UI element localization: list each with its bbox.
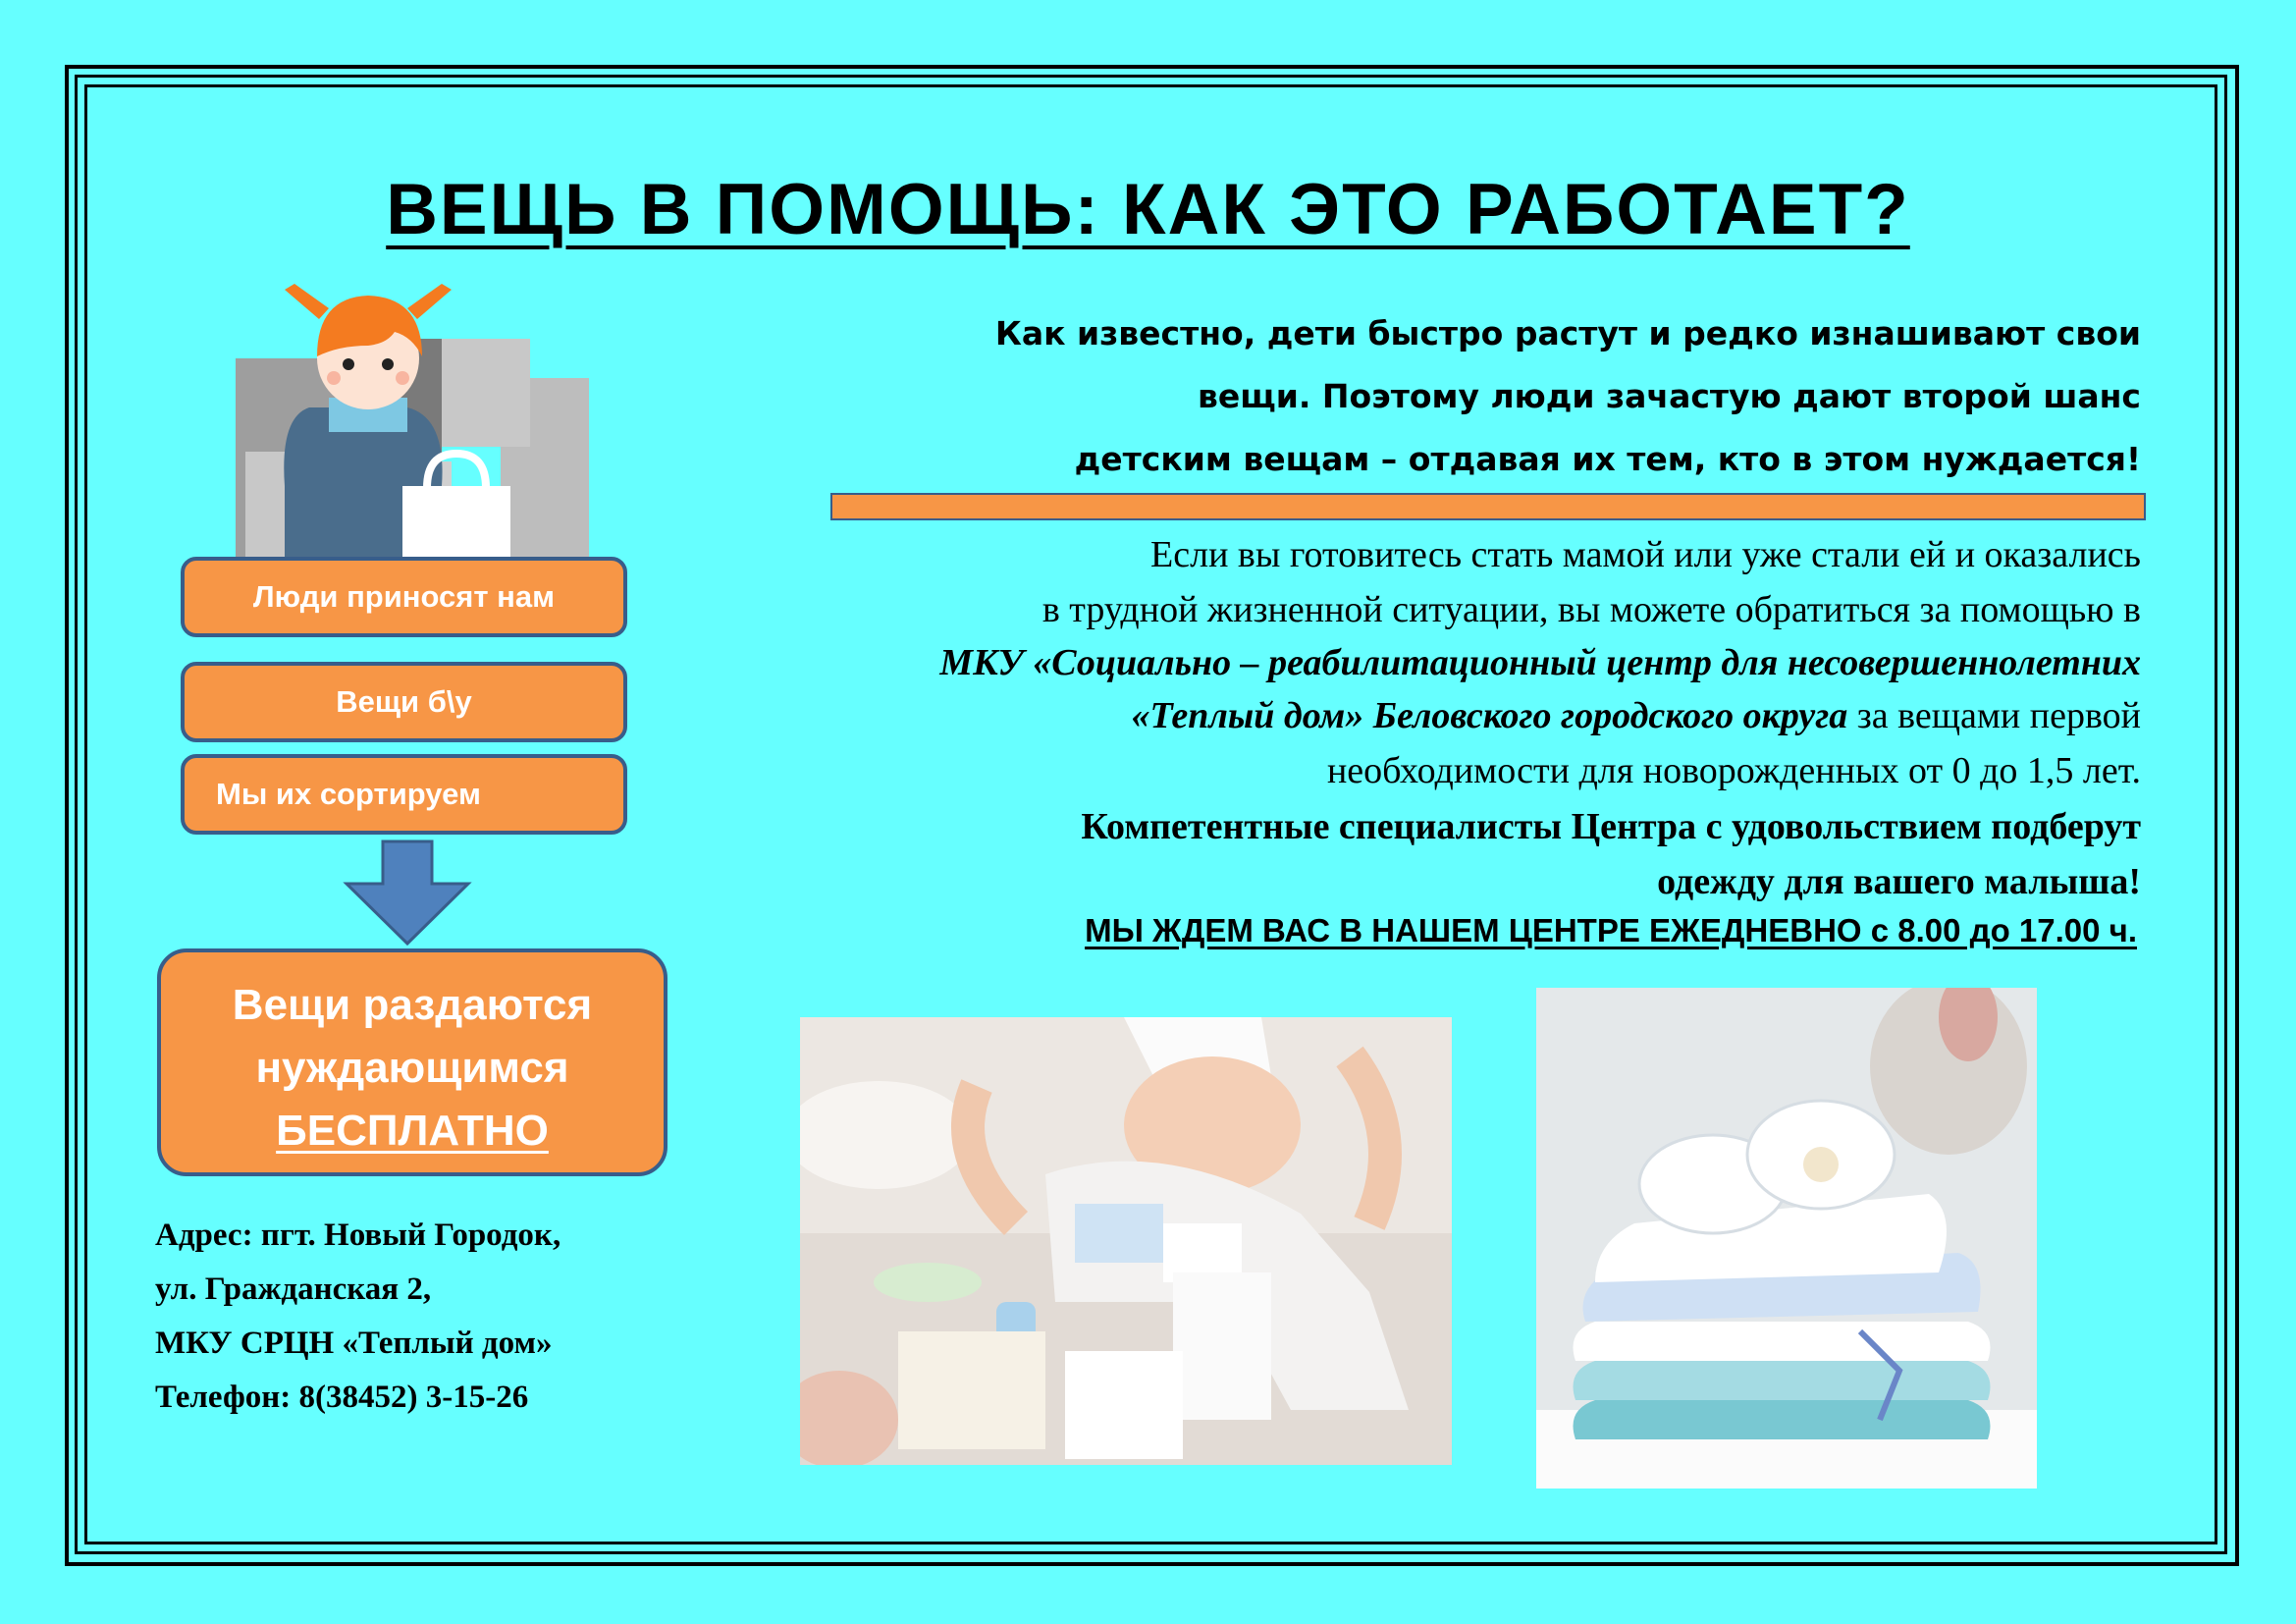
page-title-text: ВЕЩЬ В ПОМОЩЬ: КАК ЭТО РАБОТАЕТ? xyxy=(386,170,1910,249)
intro-line-2: вещи. Поэтому люди зачастую дают второй шанс xyxy=(1197,377,2141,415)
final-free-label: БЕСПЛАТНО xyxy=(276,1107,549,1155)
girl-with-bags-illustration xyxy=(236,280,589,565)
address-line-3: МКУ СРЦН «Теплый дом» xyxy=(155,1326,553,1361)
step-free-distribution xyxy=(157,948,667,1176)
body-line-7: одежду для вашего малыша! xyxy=(1657,861,2141,902)
step-people-bring xyxy=(181,557,627,637)
step-used-items-label: Вещи б\у xyxy=(336,684,472,719)
address-line-2: ул. Гражданская 2, xyxy=(155,1272,432,1307)
body-line-1: Если вы готовитесь стать мамой или уже стали ей и оказались xyxy=(1150,534,2141,575)
intro-line-1: Как известно, дети быстро растут и редко изнашивают свои xyxy=(994,314,2141,352)
body-line-5: необходимости для новорожденных от 0 до 1,5 лет. xyxy=(1326,750,2141,791)
body-line-6: Компетентные специалисты Центра с удовольствием подберут xyxy=(1081,806,2141,847)
step-used-items xyxy=(181,662,627,742)
opening-hours: МЫ ЖДЕМ ВАС В НАШЕМ ЦЕНТРЕ ЕЖЕДНЕВНО с 8.00 до 17.00 ч. xyxy=(1085,912,2137,948)
pregnant-woman-photo xyxy=(800,1017,1452,1465)
final-line-2: нуждающимся xyxy=(255,1044,569,1092)
baby-clothes-photo xyxy=(1536,988,2037,1489)
step-we-sort xyxy=(181,754,627,835)
center-name: «Теплый дом» Беловского городского округа xyxy=(1131,695,1848,736)
pregnant-woman-photo-art xyxy=(800,1017,1452,1465)
page-title xyxy=(0,169,2296,250)
body-line-4 xyxy=(1132,694,2141,737)
body-line-4-rest: за вещами первой xyxy=(1847,695,2141,736)
intro-line-3: детским вещам – отдавая их тем, кто в этом нуждается! xyxy=(1074,440,2141,478)
body-line-3: МКУ «Социально – реабилитационный центр для несовершеннолетних xyxy=(939,642,2141,683)
step-people-bring-label: Люди приносят нам xyxy=(252,579,556,614)
step-we-sort-label: Мы их сортируем xyxy=(216,777,481,811)
final-line-1: Вещи раздаются xyxy=(232,981,593,1029)
body-line-2: в трудной жизненной ситуации, вы можете обратиться за помощью в xyxy=(1041,589,2141,630)
phone-line: Телефон: 8(38452) 3-15-26 xyxy=(155,1380,529,1415)
down-arrow-icon xyxy=(339,839,476,947)
address-line-1: Адрес: пгт. Новый Городок, xyxy=(155,1218,561,1253)
baby-clothes-photo-art xyxy=(1536,988,2037,1489)
orange-divider xyxy=(830,493,2146,520)
